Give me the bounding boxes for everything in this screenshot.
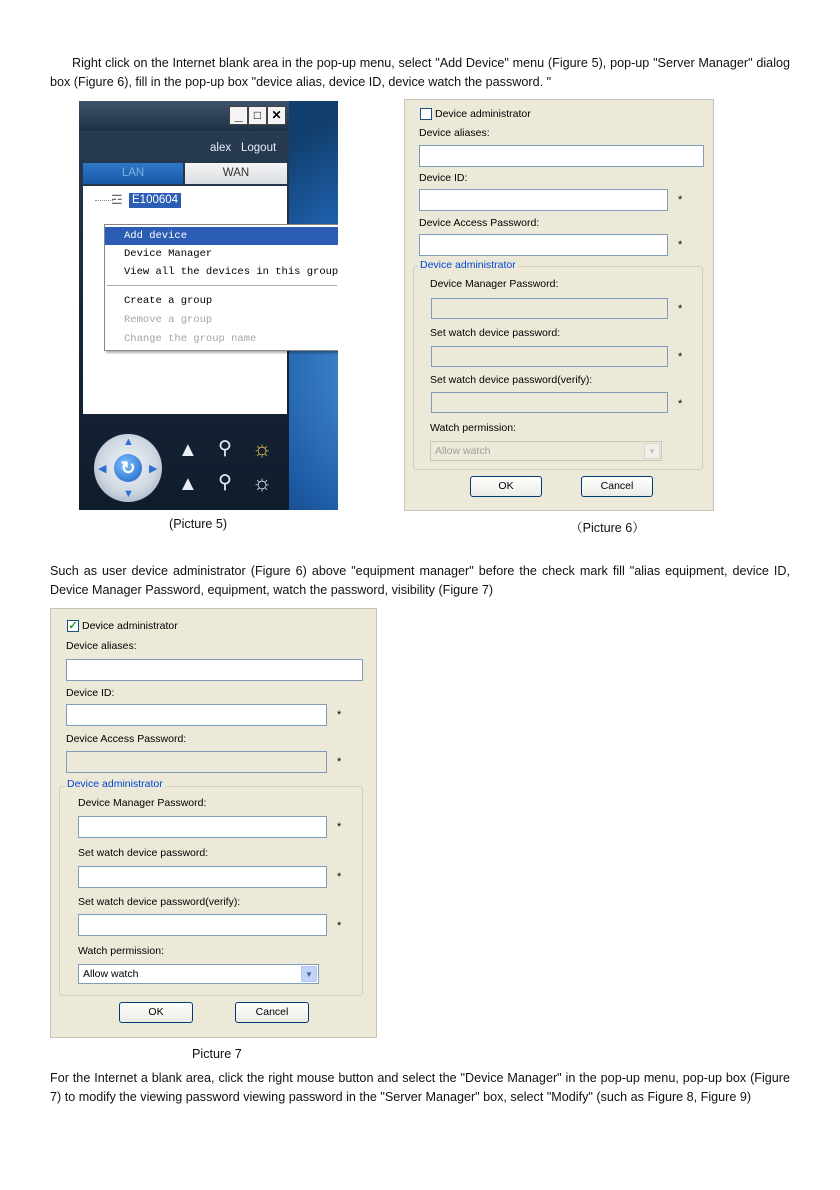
menu-item-create-group[interactable]: Create a group <box>124 295 213 307</box>
watch-permission-label: Watch permission: <box>430 422 516 434</box>
required-mark: * <box>678 351 683 363</box>
device-id-label: Device ID: <box>66 687 115 699</box>
required-mark: * <box>337 871 342 883</box>
cancel-button[interactable]: Cancel <box>235 1002 309 1023</box>
required-mark: * <box>337 821 342 833</box>
middle-paragraph: Such as user device administrator (Figure 6) above "equipment manager" before the check mark fill "alias equipment, device ID, Device Manager Password, equipment, watch the password, visibility (Figure 7) <box>50 564 790 597</box>
cancel-button[interactable]: Cancel <box>581 476 653 497</box>
required-mark: * <box>678 239 683 251</box>
ptz-up-icon[interactable]: ▲ <box>123 436 134 448</box>
minimize-button[interactable]: _ <box>229 106 248 125</box>
device-manager-password-input <box>431 298 668 319</box>
device-id-label: Device ID: <box>419 172 468 184</box>
required-mark: * <box>678 194 683 206</box>
device-access-password-input[interactable] <box>419 234 668 256</box>
device-node[interactable]: E100604 <box>129 193 181 208</box>
focus-near-icon[interactable]: ⚲ <box>218 438 232 459</box>
watch-permission-label: Watch permission: <box>78 945 164 957</box>
maximize-button[interactable]: □ <box>248 106 267 125</box>
picture6-caption: （Picture 6） <box>570 521 645 535</box>
ptz-down-icon[interactable]: ▼ <box>123 488 134 500</box>
picture7-caption: Picture 7 <box>192 1047 242 1061</box>
menu-item-remove-group: Remove a group <box>124 314 213 326</box>
device-manager-password-input[interactable] <box>78 816 327 838</box>
device-administrator-group-title: Device administrator <box>67 778 163 790</box>
server-manager-dialog-checked <box>50 608 377 1038</box>
watch-password-verify-input[interactable] <box>78 914 327 936</box>
device-aliases-label: Device aliases: <box>419 127 490 139</box>
watch-password-label: Set watch device password: <box>78 847 209 859</box>
device-aliases-input[interactable] <box>66 659 363 681</box>
device-administrator-checkbox[interactable]: ✓ <box>68 620 78 632</box>
ptz-auto-icon[interactable]: ↻ <box>114 454 142 482</box>
watch-permission-select[interactable] <box>78 964 319 984</box>
focus-far-icon[interactable]: ⚲ <box>218 472 232 493</box>
logout-link[interactable]: Logout <box>241 142 277 154</box>
tab-lan[interactable]: LAN <box>83 163 183 184</box>
menu-item-device-manager[interactable]: Device Manager <box>124 248 213 260</box>
device-access-password-label: Device Access Password: <box>66 733 187 745</box>
picture5-caption: (Picture 5) <box>169 517 228 531</box>
device-access-password-label: Device Access Password: <box>419 217 540 229</box>
ok-button[interactable]: OK <box>470 476 542 497</box>
context-menu <box>104 224 338 351</box>
client-window-screenshot <box>79 101 338 510</box>
close-button[interactable]: ✕ <box>267 106 286 125</box>
username-label: alex <box>210 142 232 154</box>
device-id-input[interactable] <box>66 704 327 726</box>
required-mark: * <box>337 920 342 932</box>
device-administrator-group-title: Device administrator <box>420 259 516 271</box>
required-mark: * <box>337 756 342 768</box>
watch-password-verify-label: Set watch device password(verify): <box>78 896 241 908</box>
menu-separator <box>107 285 337 286</box>
zoom-in-icon[interactable]: ▲ <box>178 439 198 461</box>
watch-password-input <box>431 346 668 367</box>
watch-permission-value: Allow watch <box>435 445 491 457</box>
menu-item-add-device[interactable]: Add device <box>105 227 338 245</box>
watch-password-input[interactable] <box>78 866 327 888</box>
menu-item-change-group-name: Change the group name <box>124 333 257 345</box>
ptz-dpad-icon[interactable] <box>94 434 162 502</box>
ok-button[interactable]: OK <box>119 1002 193 1023</box>
menu-item-view-all-devices[interactable]: View all the devices in this group <box>124 266 338 278</box>
device-access-password-input <box>66 751 327 773</box>
device-aliases-input[interactable] <box>419 145 704 167</box>
ptz-left-icon[interactable]: ◀ <box>98 463 107 475</box>
required-mark: * <box>678 303 683 315</box>
device-aliases-label: Device aliases: <box>66 640 137 652</box>
device-manager-password-label: Device Manager Password: <box>430 278 559 290</box>
brightness-up-icon[interactable]: ☼ <box>252 436 273 461</box>
device-administrator-checkbox[interactable] <box>420 108 432 120</box>
server-manager-dialog-unchecked <box>404 99 714 511</box>
chevron-down-icon: ▼ <box>644 443 660 459</box>
watch-password-label: Set watch device password: <box>430 327 561 339</box>
device-manager-password-label: Device Manager Password: <box>78 797 207 809</box>
device-administrator-label: Device administrator <box>82 620 178 632</box>
device-id-input[interactable] <box>419 189 668 211</box>
device-administrator-group <box>413 266 703 470</box>
final-paragraph: For the Internet a blank area, click the right mouse button and select the "Device Manager" in the pop-up menu, pop-up box (Figure 7) to modify the viewing password viewing password in the "Server Manager" box, select "Modify" (such as Figure 8, Figure 9) <box>50 1071 790 1104</box>
intro-paragraph: Right click on the Internet blank area in the pop-up menu, select "Add Device" menu (Figure 5), pop-up "Server Manager" dialog box (Figure 6), fill in the pop-up box "device alias, device ID, device watch the password. " <box>50 56 790 89</box>
watch-password-verify-label: Set watch device password(verify): <box>430 374 593 386</box>
ptz-right-icon[interactable]: ▶ <box>149 463 158 475</box>
camera-icon: ☲ <box>111 192 123 207</box>
required-mark: * <box>337 709 342 721</box>
watch-permission-value: Allow watch <box>83 968 139 980</box>
watch-permission-select <box>430 441 662 461</box>
required-mark: * <box>678 398 683 410</box>
brightness-down-icon[interactable]: ☼ <box>252 470 273 495</box>
device-administrator-label: Device administrator <box>435 108 531 120</box>
chevron-down-icon[interactable]: ▼ <box>301 966 317 982</box>
zoom-out-icon[interactable]: ▲ <box>178 473 198 495</box>
tab-wan[interactable]: WAN <box>185 163 287 184</box>
watch-password-verify-input <box>431 392 668 413</box>
